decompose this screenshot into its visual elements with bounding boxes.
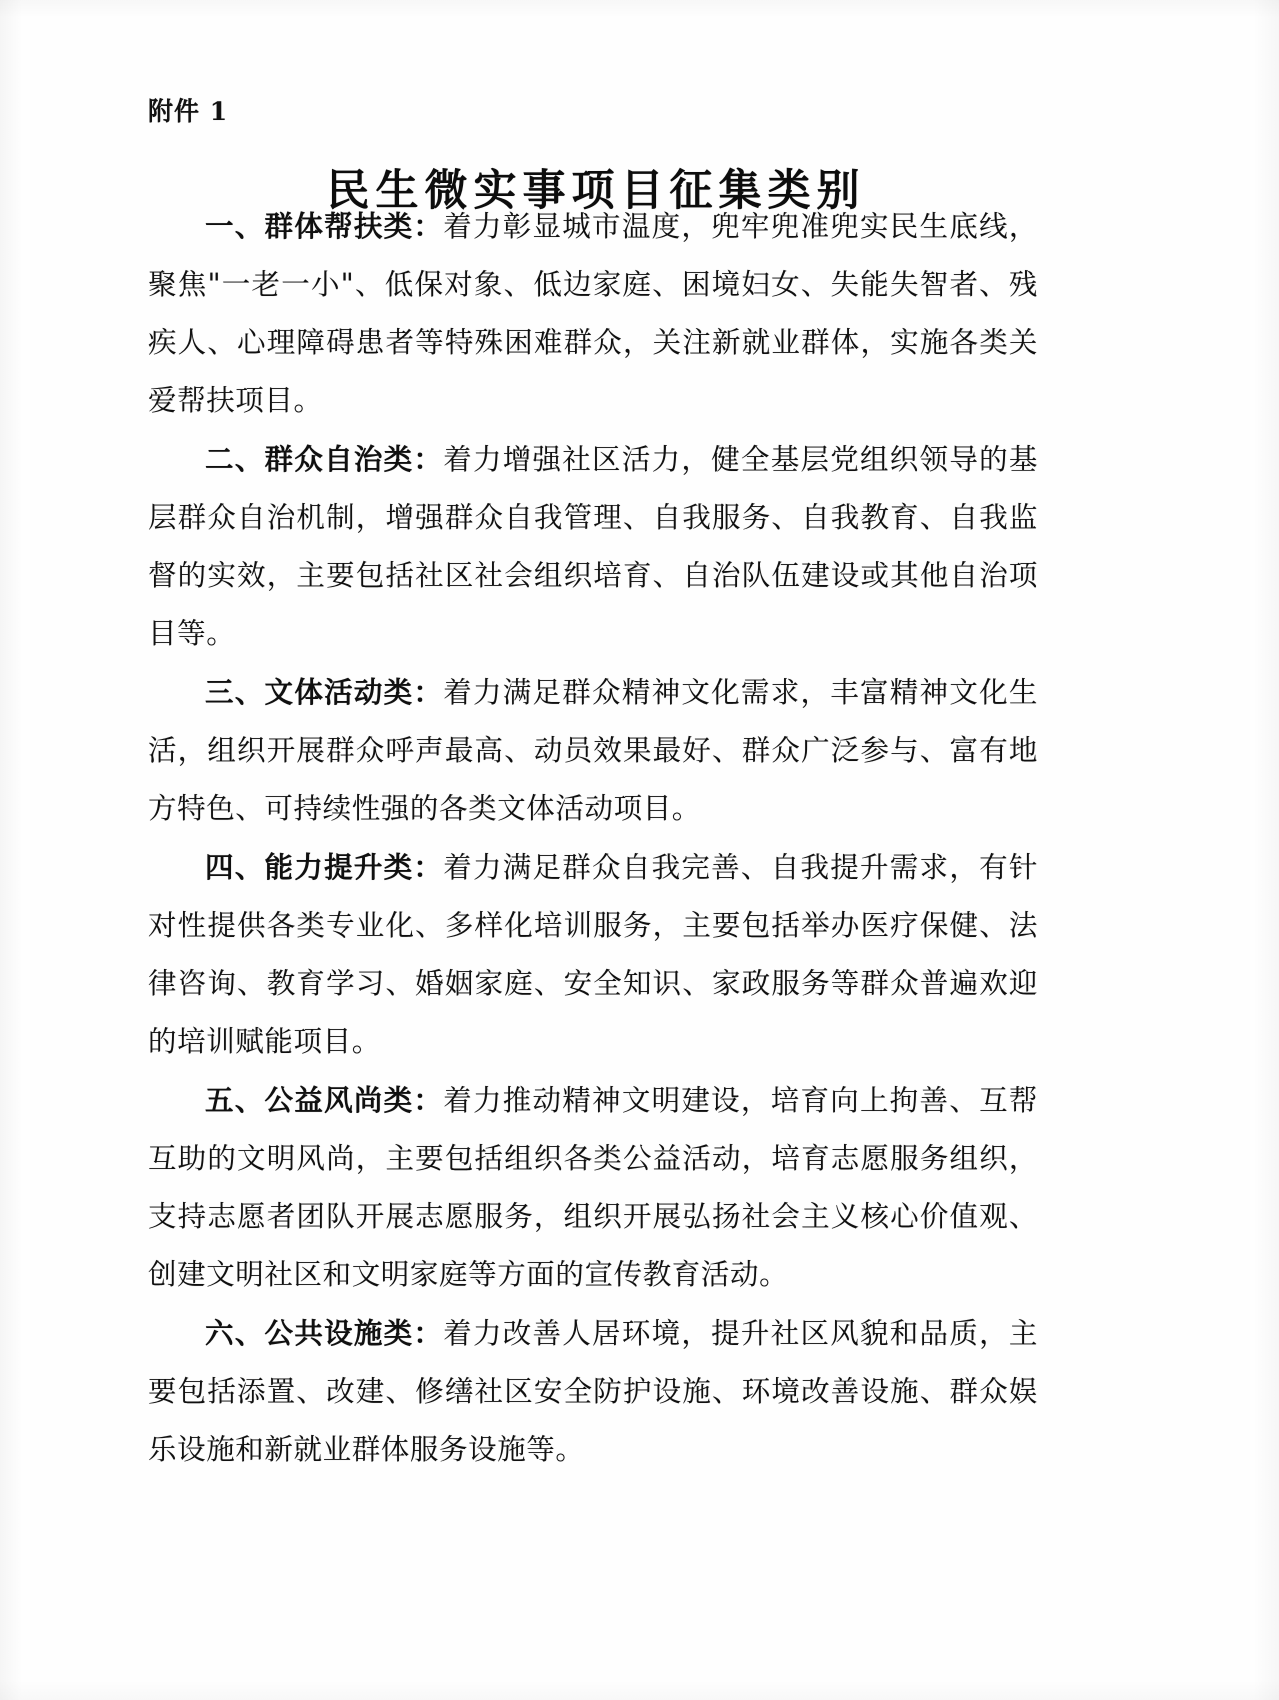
section-body-4: 着力满足群众自我完善、自我提升需求，有针对性提供各类专业化、多样化培训服务，主要包括举办医疗保健、法律咨询、教育学习、婚姻家庭、安全知识、家政服务等群众普遍欢迎的培训赋能项目。 — [148, 851, 1038, 1058]
page-title: 民生微实事项目征集类别 — [326, 165, 866, 216]
section-category-4: 能力提升类： — [264, 850, 444, 884]
section-category-6: 公共设施类： — [264, 1316, 444, 1350]
section-body-6: 着力改善人居环境，提升社区风貌和品质，主要包括添置、改建、修缮社区安全防护设施、环境改善设施、群众娱乐设施和新就业群体服务设施等。 — [148, 1317, 1038, 1466]
section-number-1: 一、 — [205, 209, 265, 243]
section-category-5: 公益风尚类： — [264, 1083, 444, 1117]
document-body — [148, 197, 1038, 1479]
section-number-5: 五、 — [205, 1083, 265, 1117]
section-paragraph-5 — [148, 1071, 1038, 1304]
section-category-3: 文体活动类： — [264, 675, 444, 709]
section-paragraph-2 — [148, 430, 1038, 663]
section-body-2: 着力增强社区活力，健全基层党组织领导的基层群众自治机制，增强群众自我管理、自我服务、自我教育、自我监督的实效，主要包括社区社会组织培育、自治队伍建设或其他自治项目等。 — [148, 443, 1038, 650]
document-content — [148, 0, 1038, 1700]
section-number-3: 三、 — [205, 675, 265, 709]
section-body-3: 着力满足群众精神文化需求，丰富精神文化生活，组织开展群众呼声最高、动员效果最好、群众广泛参与、富有地方特色、可持续性强的各类文体活动项目。 — [148, 676, 1038, 825]
section-number-4: 四、 — [205, 850, 265, 884]
section-number-6: 六、 — [205, 1316, 265, 1350]
section-body-5: 着力推动精神文明建设，培育向上拘善、互帮互助的文明风尚，主要包括组织各类公益活动，培育志愿服务组织，支持志愿者团队开展志愿服务，组织开展弘扬社会主义核心价值观、创建文明社区和文明家庭等方面的宣传教育活动。 — [148, 1084, 1038, 1291]
section-category-2: 群众自治类： — [264, 442, 444, 476]
section-category-1: 群体帮扶类： — [264, 209, 444, 243]
section-number-2: 二、 — [205, 442, 265, 476]
section-body-1: 着力彰显城市温度，兜牢兜准兜实民生底线，聚焦"一老一小"、低保对象、低边家庭、困境妇女、失能失智者、残疾人、心理障碍患者等特殊困难群众，关注新就业群体，实施各类关爱帮扶项目。 — [148, 210, 1038, 417]
section-paragraph-6 — [148, 1304, 1038, 1479]
section-paragraph-1 — [148, 197, 1038, 430]
section-paragraph-3 — [148, 663, 1038, 838]
section-paragraph-4 — [148, 838, 1038, 1071]
attachment-label: 附件 1 — [148, 96, 229, 127]
